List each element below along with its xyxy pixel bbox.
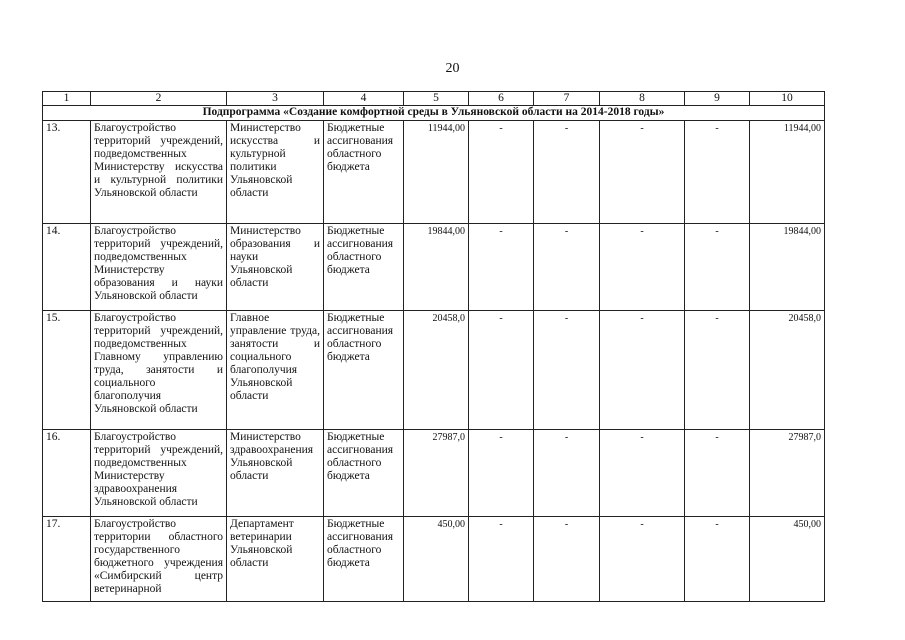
year-amount: - xyxy=(685,430,750,517)
column-number: 7 xyxy=(534,92,600,106)
measure-name: Благоустройство территорий учреждений, подведомственных Министерству здравоохранения Ульяновской области xyxy=(91,430,227,517)
column-number: 4 xyxy=(324,92,404,106)
year-amount: - xyxy=(469,517,534,602)
funding-source: Бюджетные ассигнования областного бюджета xyxy=(324,121,404,224)
year-amount: 11944,00 xyxy=(750,121,825,224)
row-number: 16. xyxy=(43,430,91,517)
row-number: 13. xyxy=(43,121,91,224)
year-amount: - xyxy=(600,430,685,517)
table-row xyxy=(43,517,825,602)
measure-name: Благоустройство территории областного государственного бюджетного учреждения «Симбирский центр ветеринарной xyxy=(91,517,227,602)
total-amount: 450,00 xyxy=(404,517,469,602)
total-amount: 19844,00 xyxy=(404,224,469,311)
total-amount: 11944,00 xyxy=(404,121,469,224)
year-amount: - xyxy=(534,311,600,430)
year-amount: - xyxy=(534,121,600,224)
year-amount: 450,00 xyxy=(750,517,825,602)
program-table xyxy=(42,91,825,602)
year-amount: - xyxy=(534,517,600,602)
year-amount: - xyxy=(469,311,534,430)
year-amount: - xyxy=(534,224,600,311)
year-amount: 27987,0 xyxy=(750,430,825,517)
subprogram-title: Подпрограмма «Создание комфортной среды в Ульяновской области на 2014-2018 годы» xyxy=(43,106,825,121)
year-amount: - xyxy=(534,430,600,517)
total-amount: 20458,0 xyxy=(404,311,469,430)
measure-name: Благоустройство территорий учреждений, подведомственных Министерству искусства и культурной политики Ульяновской области xyxy=(91,121,227,224)
column-number: 8 xyxy=(600,92,685,106)
year-amount: - xyxy=(685,311,750,430)
executor: Министерство искусства и культурной политики Ульяновской области xyxy=(227,121,324,224)
year-amount: - xyxy=(685,224,750,311)
year-amount: - xyxy=(685,517,750,602)
year-amount: - xyxy=(469,430,534,517)
year-amount: - xyxy=(469,121,534,224)
funding-source: Бюджетные ассигнования областного бюджета xyxy=(324,430,404,517)
column-number: 2 xyxy=(91,92,227,106)
year-amount: - xyxy=(600,311,685,430)
total-amount: 27987,0 xyxy=(404,430,469,517)
page-number: 20 xyxy=(445,61,460,76)
subprogram-row xyxy=(43,106,825,121)
executor: Министерство здравоохранения Ульяновской области xyxy=(227,430,324,517)
column-number: 6 xyxy=(469,92,534,106)
table-row xyxy=(43,224,825,311)
table-row xyxy=(43,121,825,224)
column-number: 1 xyxy=(43,92,91,106)
year-amount: - xyxy=(600,224,685,311)
table-row xyxy=(43,311,825,430)
year-amount: - xyxy=(600,121,685,224)
funding-source: Бюджетные ассигнования областного бюджета xyxy=(324,517,404,602)
row-number: 15. xyxy=(43,311,91,430)
column-number: 9 xyxy=(685,92,750,106)
column-number: 10 xyxy=(750,92,825,106)
column-number-row xyxy=(43,92,825,106)
year-amount: - xyxy=(469,224,534,311)
funding-source: Бюджетные ассигнования областного бюджета xyxy=(324,311,404,430)
year-amount: - xyxy=(600,517,685,602)
measure-name: Благоустройство территорий учреждений, подведомственных Главному управлению труда, занятости и социального благополучия Ульяновской области xyxy=(91,311,227,430)
executor: Главное управление труда, занятости и социального благополучия Ульяновской области xyxy=(227,311,324,430)
measure-name: Благоустройство территорий учреждений, подведомственных Министерству образования и науки Ульяновской области xyxy=(91,224,227,311)
year-amount: - xyxy=(685,121,750,224)
executor: Министерство образования и науки Ульяновской области xyxy=(227,224,324,311)
row-number: 14. xyxy=(43,224,91,311)
year-amount: 19844,00 xyxy=(750,224,825,311)
column-number: 3 xyxy=(227,92,324,106)
funding-source: Бюджетные ассигнования областного бюджета xyxy=(324,224,404,311)
year-amount: 20458,0 xyxy=(750,311,825,430)
column-number: 5 xyxy=(404,92,469,106)
executor: Департамент ветеринарии Ульяновской области xyxy=(227,517,324,602)
table-row xyxy=(43,430,825,517)
row-number: 17. xyxy=(43,517,91,602)
